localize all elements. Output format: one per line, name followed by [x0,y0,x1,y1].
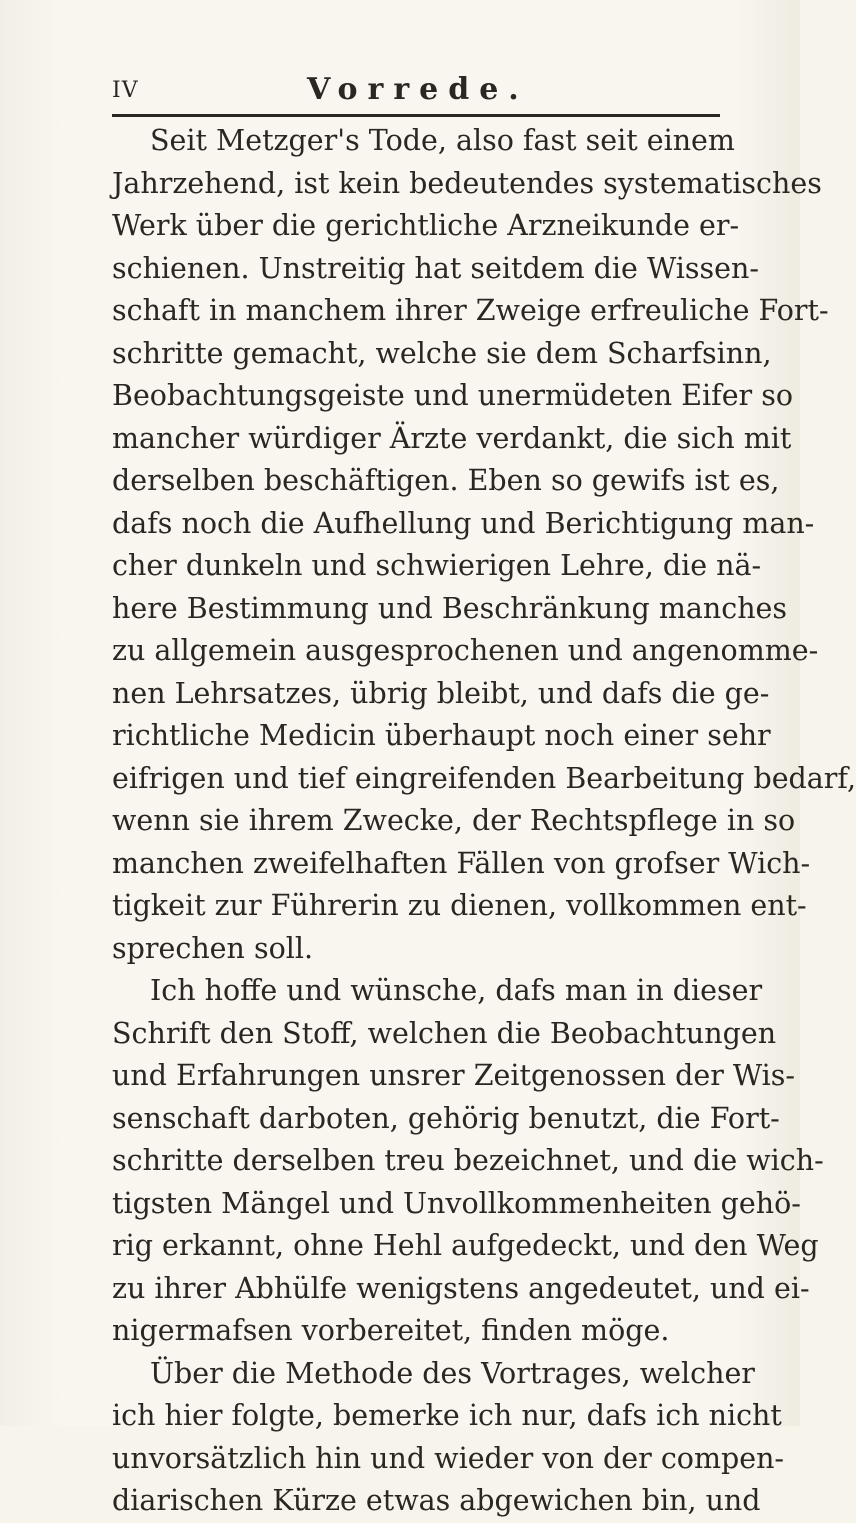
text-line: unvorsätzlich hin und wieder von der compen- [112,1441,785,1475]
text-line: eifrigen und tief eingreifenden Bearbeitung bedarf, [112,761,856,795]
text-line: Werk über die gerichtliche Arzneikunde er- [112,209,740,242]
text-line: mancher würdiger Ärzte verdankt, die sich mit [112,421,792,455]
text-line: senschaft darboten, gehörig benutzt, die Fort- [112,1101,780,1135]
body-text [112,120,856,1523]
text-line: cher dunkeln und schwierigen Lehre, die nä- [112,549,762,582]
text-line: rig erkannt, ohne Hehl aufgedeckt, und den Weg [112,1229,819,1262]
text-line: Beobachtungsgeiste und unermüdeten Eifer so [112,379,794,412]
running-title: Vorrede. [307,72,529,107]
text-line: tigkeit zur Führerin zu dienen, vollkommen ent- [112,889,807,922]
text-line: schaft in manchem ihrer Zweige erfreuliche Fort- [112,294,829,327]
text-line: schienen. Unstreitig hat seitdem die Wissen- [112,251,759,285]
text-line: diarischen Kürze etwas abgewichen bin, und [112,1484,761,1517]
text-line: und Erfahrungen unsrer Zeitgenossen der Wis- [112,1059,796,1092]
text-line: Über die Methode des Vortrages, welcher [150,1356,755,1390]
header-rule [112,114,720,117]
text-line: zu ihrer Abhülfe wenigstens angedeutet, und ei- [112,1271,810,1305]
text-line: manchen zweifelhaften Fällen von grofser Wich- [112,846,811,880]
page-header [112,72,712,108]
text-line: here Bestimmung und Beschränkung manches [112,591,788,625]
text-line: Jahrzehend, ist kein bedeutendes systematisches [112,166,822,200]
text-line: wenn sie ihrem Zwecke, der Rechtspflege in so [112,804,796,837]
text-line: sprechen soll. [112,931,314,965]
text-line: ich hier folgte, bemerke ich nur, dafs ich nicht [112,1399,782,1432]
text-line: schritte derselben treu bezeichnet, und die wich- [112,1144,824,1177]
text-line: Ich hoffe und wünsche, dafs man in dieser [150,974,763,1007]
text-line: Schrift den Stoff, welchen die Beobachtungen [112,1016,777,1050]
text-line: zu allgemein ausgesprochenen und angenomme- [112,634,819,667]
text-line: dafs noch die Aufhellung und Berichtigung man- [112,506,815,540]
text-line: schritte gemacht, welche sie dem Scharfsinn, [112,336,772,370]
text-line: nigermafsen vorbereitet, finden möge. [112,1314,670,1347]
text-line: richtliche Medicin überhaupt noch einer sehr [112,719,771,752]
text-line: derselben beschäftigen. Eben so gewifs ist es, [112,464,780,497]
text-line: Seit Metzger's Tode, also fast seit einem [150,124,735,157]
text-line: tigsten Mängel und Unvollkommenheiten gehö- [112,1186,801,1220]
text-line: nen Lehrsatzes, übrig bleibt, und dafs die ge- [112,676,770,710]
page-number: IV [112,78,139,103]
